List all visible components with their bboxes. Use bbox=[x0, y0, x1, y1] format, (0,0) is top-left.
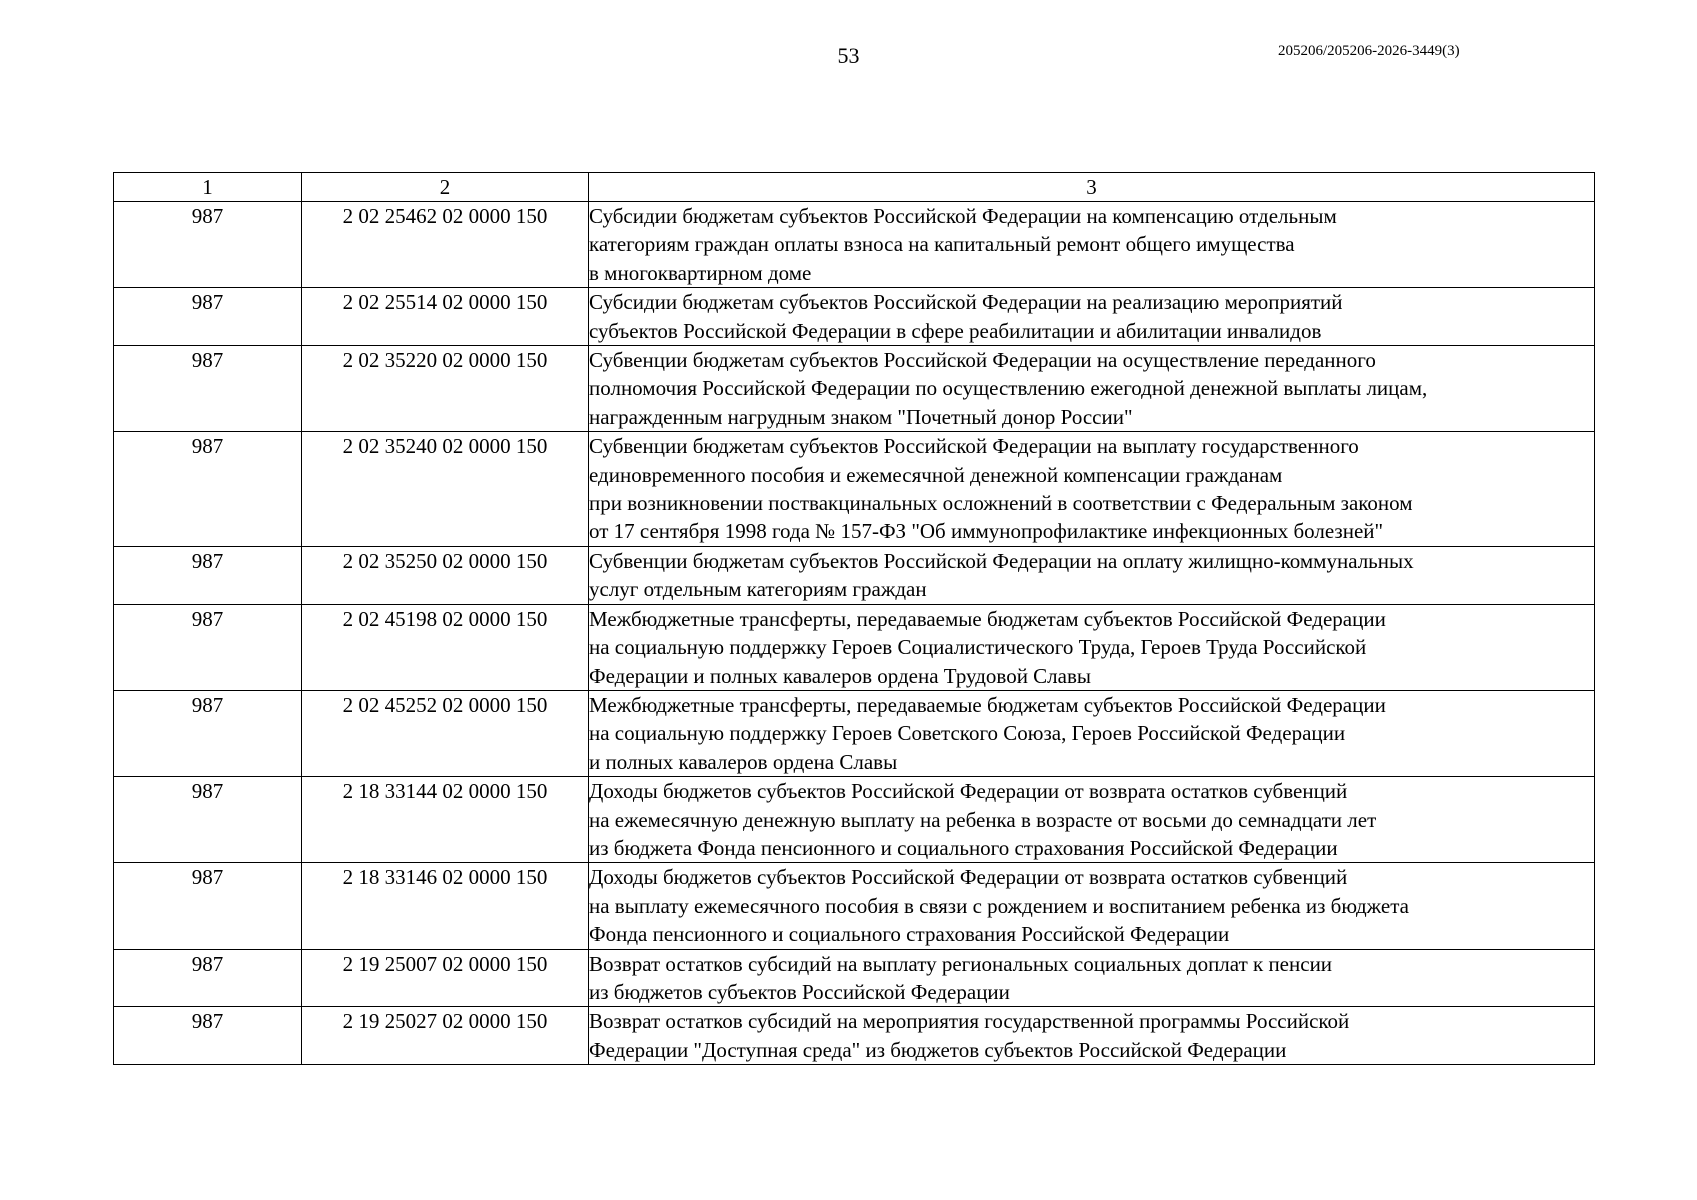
description-line: Доходы бюджетов субъектов Российской Федерации от возврата остатков субвенций bbox=[589, 865, 1348, 890]
admin-code-cell: 987 bbox=[114, 1007, 302, 1065]
revenue-description-cell bbox=[589, 432, 1595, 547]
budget-classification-code-cell: 2 02 35240 02 0000 150 bbox=[302, 432, 589, 547]
budget-classification-code-cell: 2 18 33146 02 0000 150 bbox=[302, 863, 589, 949]
budget-classification-code-cell: 2 02 45252 02 0000 150 bbox=[302, 690, 589, 776]
admin-code-cell: 987 bbox=[114, 949, 302, 1007]
admin-code-cell: 987 bbox=[114, 202, 302, 288]
table-row bbox=[114, 777, 1595, 863]
budget-classification-code-cell: 2 19 25007 02 0000 150 bbox=[302, 949, 589, 1007]
table-row bbox=[114, 863, 1595, 949]
description-line: Федерации "Доступная среда" из бюджетов субъектов Российской Федерации bbox=[589, 1037, 1287, 1062]
table-row bbox=[114, 690, 1595, 776]
revenue-description-cell bbox=[589, 690, 1595, 776]
table-header-row bbox=[114, 173, 1595, 202]
table-row bbox=[114, 202, 1595, 288]
header-cell-1: 1 bbox=[114, 173, 302, 202]
description-line: из бюджетов субъектов Российской Федерации bbox=[589, 979, 1010, 1004]
revenue-description-cell bbox=[589, 777, 1595, 863]
description-line: Межбюджетные трансферты, передаваемые бюджетам субъектов Российской Федерации bbox=[589, 692, 1386, 717]
table-row bbox=[114, 949, 1595, 1007]
description-line: на выплату ежемесячного пособия в связи с рождением и воспитанием ребенка из бюджета bbox=[589, 893, 1409, 918]
description-line: Возврат остатков субсидий на выплату региональных социальных доплат к пенсии bbox=[589, 951, 1333, 976]
description-line: Субвенции бюджетам субъектов Российской Федерации на оплату жилищно-коммунальных bbox=[589, 548, 1414, 573]
description-line: и полных кавалеров ордена Славы bbox=[589, 749, 898, 774]
header-cell-3: 3 bbox=[589, 173, 1595, 202]
description-line: Межбюджетные трансферты, передаваемые бюджетам субъектов Российской Федерации bbox=[589, 606, 1386, 631]
description-line: на ежемесячную денежную выплату на ребенка в возрасте от восьми до семнадцати лет bbox=[589, 807, 1377, 832]
description-line: полномочия Российской Федерации по осуществлению ежегодной денежной выплаты лицам, bbox=[589, 376, 1428, 401]
revenue-codes-table bbox=[113, 172, 1595, 1065]
budget-classification-code-cell: 2 02 25462 02 0000 150 bbox=[302, 202, 589, 288]
description-line: Субсидии бюджетам субъектов Российской Федерации на компенсацию отдельным bbox=[589, 204, 1337, 228]
admin-code-cell: 987 bbox=[114, 690, 302, 776]
revenue-description-cell bbox=[589, 288, 1595, 346]
budget-classification-code-cell: 2 02 25514 02 0000 150 bbox=[302, 288, 589, 346]
description-line: Субвенции бюджетам субъектов Российской Федерации на осуществление переданного bbox=[589, 348, 1376, 373]
description-line: от 17 сентября 1998 года № 157-ФЗ "Об иммунопрофилактике инфекционных болезней" bbox=[589, 519, 1384, 544]
description-line: Федерации и полных кавалеров ордена Трудовой Славы bbox=[589, 663, 1092, 688]
description-line: Субсидии бюджетам субъектов Российской Федерации на реализацию мероприятий bbox=[589, 290, 1343, 315]
page-number: 53 bbox=[837, 43, 860, 68]
description-line: Субвенции бюджетам субъектов Российской Федерации на выплату государственного bbox=[589, 434, 1359, 459]
admin-code-cell: 987 bbox=[114, 546, 302, 604]
revenue-description-cell bbox=[589, 604, 1595, 690]
description-line: в многоквартирном доме bbox=[589, 260, 812, 285]
description-line: Доходы бюджетов субъектов Российской Федерации от возврата остатков субвенций bbox=[589, 779, 1348, 804]
table-row bbox=[114, 604, 1595, 690]
admin-code-cell: 987 bbox=[114, 604, 302, 690]
budget-classification-code-cell: 2 02 45198 02 0000 150 bbox=[302, 604, 589, 690]
description-line: на социальную поддержку Героев Советского Союза, Героев Российской Федерации bbox=[589, 721, 1346, 746]
table-row bbox=[114, 432, 1595, 547]
description-line: единовременного пособия и ежемесячной денежной компенсации гражданам bbox=[589, 462, 1283, 487]
table-body bbox=[114, 202, 1595, 1065]
description-line: Возврат остатков субсидий на мероприятия государственной программы Российской bbox=[589, 1009, 1350, 1034]
description-line: при возникновении поствакцинальных осложнений в соответствии с Федеральным законом bbox=[589, 491, 1413, 516]
admin-code-cell: 987 bbox=[114, 863, 302, 949]
budget-classification-code-cell: 2 18 33144 02 0000 150 bbox=[302, 777, 589, 863]
budget-classification-code-cell: 2 19 25027 02 0000 150 bbox=[302, 1007, 589, 1065]
document-reference: 205206/205206-2026-3449(3) bbox=[1278, 43, 1460, 59]
header-cell-2: 2 bbox=[302, 173, 589, 202]
admin-code-cell: 987 bbox=[114, 777, 302, 863]
description-line: на социальную поддержку Героев Социалистического Труда, Героев Труда Российской bbox=[589, 635, 1367, 660]
budget-classification-code-cell: 2 02 35250 02 0000 150 bbox=[302, 546, 589, 604]
description-line: Фонда пенсионного и социального страхования Российской Федерации bbox=[589, 922, 1230, 947]
admin-code-cell: 987 bbox=[114, 432, 302, 547]
description-line: услуг отдельным категориям граждан bbox=[589, 577, 927, 602]
table-row bbox=[114, 546, 1595, 604]
revenue-description-cell bbox=[589, 546, 1595, 604]
table-row bbox=[114, 1007, 1595, 1065]
revenue-description-cell bbox=[589, 1007, 1595, 1065]
revenue-description-cell bbox=[589, 202, 1595, 288]
revenue-description-cell bbox=[589, 346, 1595, 432]
table-row bbox=[114, 346, 1595, 432]
admin-code-cell: 987 bbox=[114, 346, 302, 432]
description-line: награжденным нагрудным знаком "Почетный донор России" bbox=[589, 404, 1133, 429]
revenue-description-cell bbox=[589, 863, 1595, 949]
table-row bbox=[114, 288, 1595, 346]
description-line: категориям граждан оплаты взноса на капитальный ремонт общего имущества bbox=[589, 232, 1295, 257]
budget-classification-code-cell: 2 02 35220 02 0000 150 bbox=[302, 346, 589, 432]
revenue-description-cell bbox=[589, 949, 1595, 1007]
admin-code-cell: 987 bbox=[114, 288, 302, 346]
description-line: субъектов Российской Федерации в сфере реабилитации и абилитации инвалидов bbox=[589, 318, 1322, 343]
description-line: из бюджета Фонда пенсионного и социального страхования Российской Федерации bbox=[589, 835, 1338, 860]
